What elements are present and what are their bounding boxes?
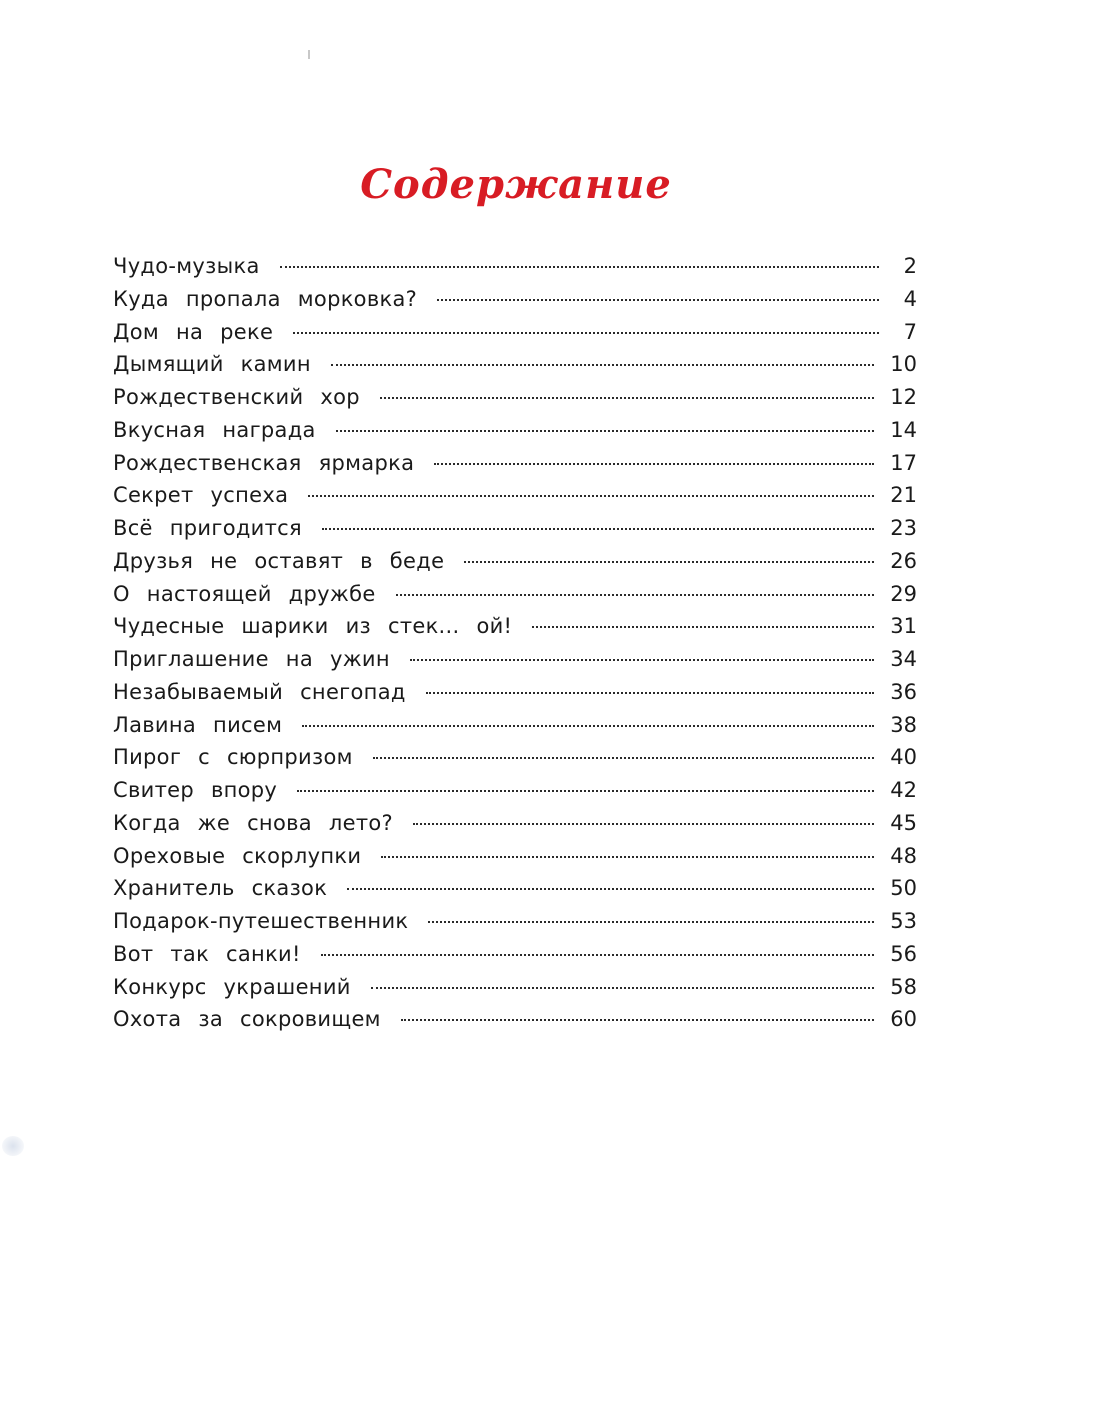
toc-entry-title: Конкурс украшений <box>113 974 351 999</box>
toc-entry <box>113 348 917 381</box>
dot-leader <box>321 954 875 956</box>
dot-leader <box>373 757 875 759</box>
toc-entry-page: 10 <box>890 352 917 377</box>
toc-entry-title: Чудо-музыка <box>113 254 260 278</box>
toc-entry <box>113 316 917 349</box>
toc-entry-title: Дом на реке <box>113 319 274 344</box>
toc-entry-page: 50 <box>890 876 917 901</box>
dot-leader <box>331 364 874 366</box>
toc-entry-page: 60 <box>890 1007 917 1032</box>
toc-entry-title: Вот так санки! <box>113 941 301 966</box>
dot-leader <box>347 888 874 890</box>
toc-entry-title: Куда пропала морковка? <box>113 286 418 311</box>
toc-entry-page: 14 <box>890 417 917 442</box>
toc-entry-page: 36 <box>890 679 917 704</box>
toc-entry <box>113 545 917 578</box>
toc-entry <box>113 840 917 873</box>
toc-entry-page: 21 <box>890 483 917 508</box>
toc-entry-title: Секрет успеха <box>113 483 289 508</box>
toc-entry-page: 29 <box>890 581 917 606</box>
toc-entry-page: 56 <box>890 941 917 966</box>
toc-entry <box>113 250 917 283</box>
toc-entry-page: 48 <box>890 843 917 868</box>
toc-entry <box>113 610 917 643</box>
toc-entry-title: Пирог с сюрпризом <box>113 745 353 770</box>
toc-entry-title: Хранитель сказок <box>113 876 328 901</box>
dot-leader <box>371 987 875 989</box>
toc-entry-page: 7 <box>903 319 917 344</box>
dot-leader <box>322 528 874 530</box>
dot-leader <box>464 561 874 563</box>
toc-entry <box>113 676 917 709</box>
page-title: Содержание <box>360 160 672 208</box>
toc-entry-title: Незабываемый снегопад <box>113 679 406 704</box>
toc-entry-page: 40 <box>890 745 917 770</box>
toc-entry-page: 42 <box>890 778 917 802</box>
toc-entry <box>113 578 917 611</box>
dot-leader <box>401 1019 874 1021</box>
dot-leader <box>293 332 879 334</box>
dot-leader <box>302 725 874 727</box>
toc-entry-title: Вкусная награда <box>113 417 316 442</box>
dot-leader <box>413 823 874 825</box>
table-of-contents <box>113 250 917 1036</box>
dot-leader <box>396 594 875 596</box>
toc-entry-title: Дымящий камин <box>113 352 311 377</box>
dot-leader <box>280 266 879 268</box>
toc-entry <box>113 1003 917 1036</box>
toc-entry-page: 34 <box>890 647 917 671</box>
toc-entry <box>113 643 917 676</box>
dot-leader <box>437 299 879 301</box>
dot-leader <box>308 495 874 497</box>
toc-entry-title: Рождественская ярмарка <box>113 450 415 475</box>
dot-leader <box>380 397 874 399</box>
toc-entry-page: 17 <box>890 450 917 475</box>
toc-entry-title: Подарок-путешественник <box>113 909 409 933</box>
toc-entry-page: 2 <box>903 254 917 278</box>
dot-leader <box>426 692 875 694</box>
toc-entry-title: Охота за сокровищем <box>113 1007 381 1032</box>
scan-speck <box>308 50 310 59</box>
dot-leader <box>434 463 874 465</box>
toc-entry-page: 26 <box>890 548 917 573</box>
toc-entry-title: Лавина писем <box>113 712 283 737</box>
toc-entry <box>113 414 917 447</box>
toc-entry-page: 38 <box>890 712 917 737</box>
toc-entry <box>113 381 917 414</box>
toc-entry <box>113 709 917 742</box>
toc-entry-title: Приглашение на ужин <box>113 647 390 671</box>
toc-entry-page: 12 <box>890 385 917 409</box>
toc-entry-page: 58 <box>890 974 917 999</box>
toc-entry <box>113 807 917 840</box>
toc-entry <box>113 447 917 480</box>
dot-leader <box>410 659 874 661</box>
toc-entry-page: 31 <box>890 614 917 639</box>
toc-entry-title: Когда же снова лето? <box>113 810 393 835</box>
toc-entry <box>113 774 917 807</box>
dot-leader <box>381 856 874 858</box>
toc-entry-title: Друзья не оставят в беде <box>113 548 445 573</box>
toc-entry <box>113 512 917 545</box>
dot-leader <box>336 430 875 432</box>
toc-entry <box>113 938 917 971</box>
dot-leader <box>532 626 874 628</box>
toc-entry <box>113 479 917 512</box>
toc-entry-page: 53 <box>890 909 917 933</box>
toc-entry-title: Рождественский хор <box>113 385 360 409</box>
scan-smudge <box>2 1136 24 1156</box>
toc-entry-title: Свитер впору <box>113 778 278 802</box>
toc-entry-title: Чудесные шарики из стек... ой! <box>113 614 513 639</box>
toc-entry <box>113 741 917 774</box>
toc-entry-title: О настоящей дружбе <box>113 581 376 606</box>
toc-entry <box>113 971 917 1004</box>
toc-entry <box>113 872 917 905</box>
dot-leader <box>297 790 874 792</box>
dot-leader <box>428 921 874 923</box>
toc-entry <box>113 283 917 316</box>
toc-entry-title: Всё пригодится <box>113 516 302 540</box>
toc-entry-title: Ореховые скорлупки <box>113 843 362 868</box>
toc-entry <box>113 905 917 938</box>
toc-entry-page: 45 <box>890 810 917 835</box>
toc-entry-page: 4 <box>903 286 917 311</box>
toc-entry-page: 23 <box>890 516 917 540</box>
